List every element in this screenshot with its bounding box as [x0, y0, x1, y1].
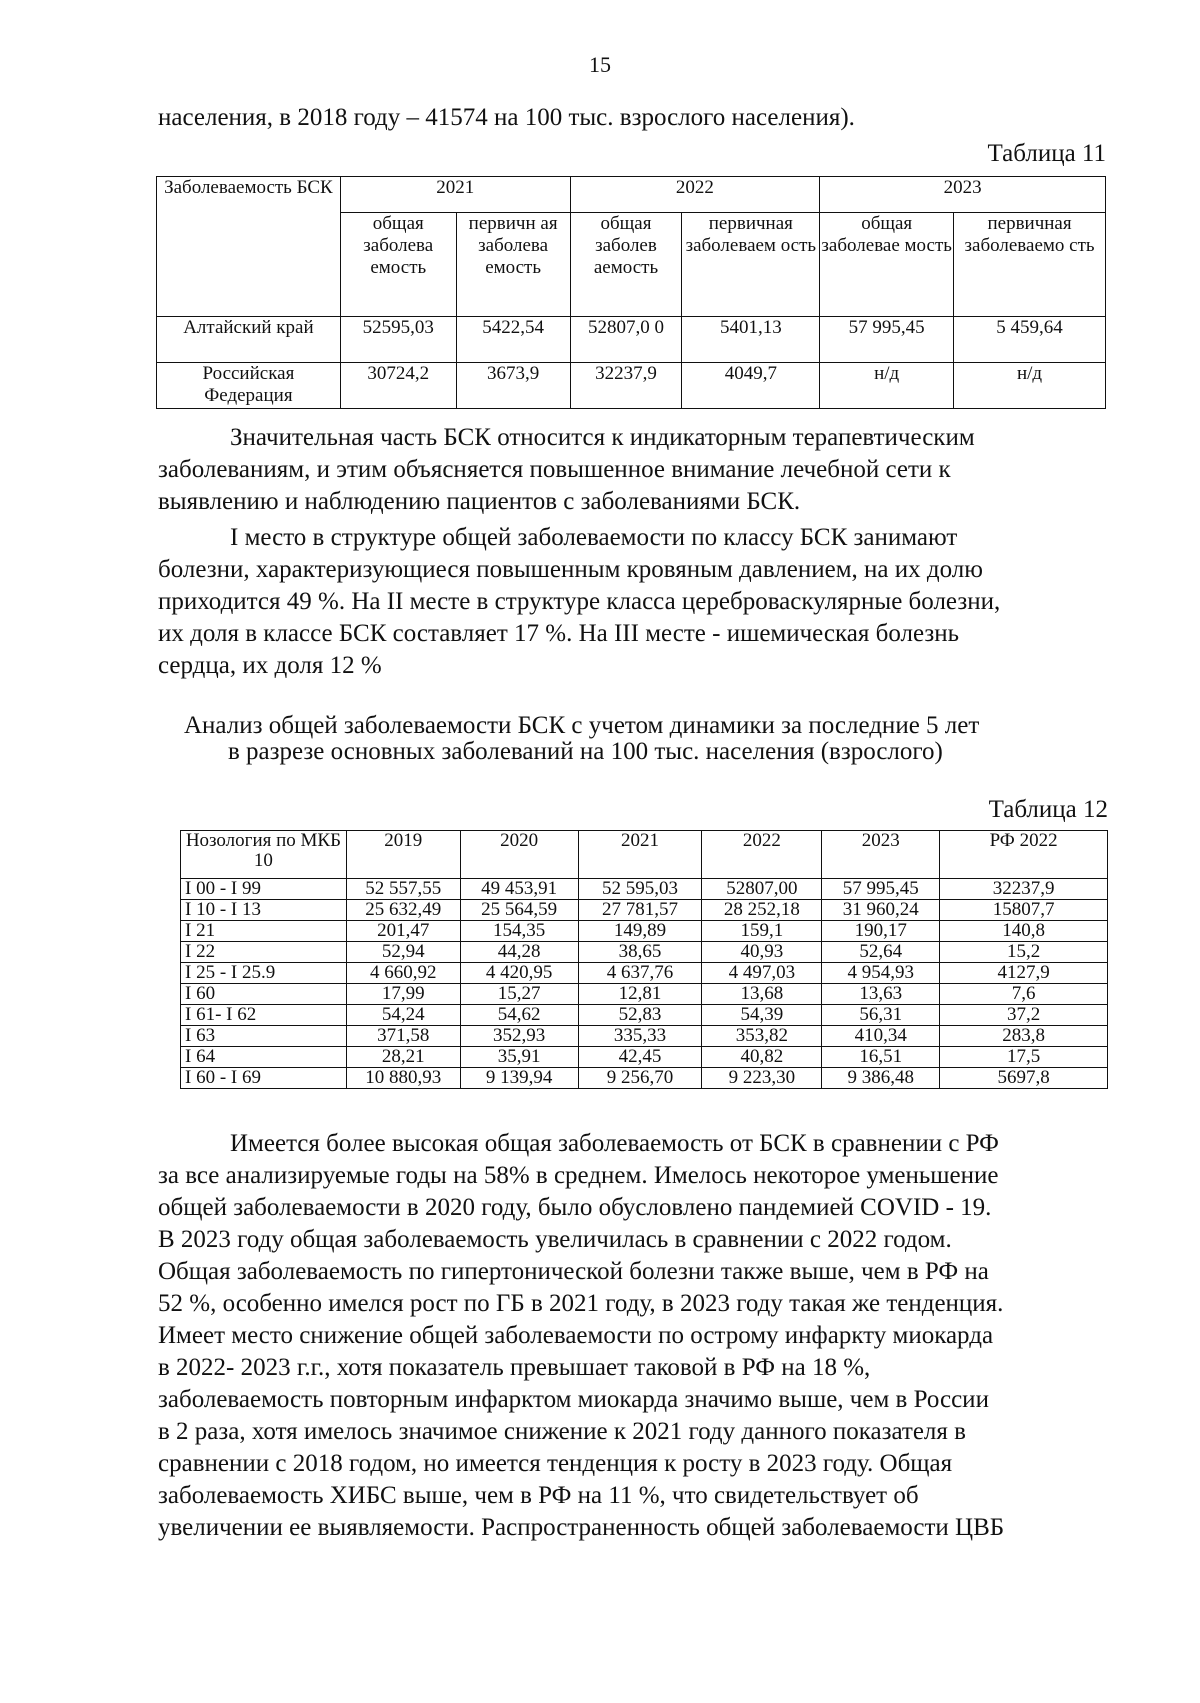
row-label: I 25 - I 25.9	[181, 963, 347, 984]
para3-line: сравнении с 2018 годом, но имеется тенденция к росту в 2023 году. Общая	[158, 1450, 953, 1477]
para3-line: заболеваемость повторным инфарктом миокарда значимо выше, чем в России	[158, 1386, 989, 1413]
table-cell: 353,82	[702, 1026, 822, 1047]
table-cell: 13,68	[702, 984, 822, 1005]
para1-line: заболеваниям, и этим объясняется повышенное внимание лечебной сети к	[158, 456, 951, 483]
table-cell: 154,35	[460, 921, 578, 942]
table12-column-header: 2021	[578, 831, 702, 879]
para3-line: общей заболеваемости в 2020 году, было обусловлено пандемией COVID - 19.	[158, 1194, 992, 1221]
table-cell: 12,81	[578, 984, 702, 1005]
table-cell: 201,47	[346, 921, 460, 942]
table-cell: 7,6	[940, 984, 1108, 1005]
table-cell: 27 781,57	[578, 900, 702, 921]
para3-line: в 2 раза, хотя имелось значимое снижение к 2021 году данного показателя в	[158, 1418, 966, 1445]
table-cell: 4049,7	[682, 363, 820, 409]
table12-column-header: РФ 2022	[940, 831, 1108, 879]
table-cell: 159,1	[702, 921, 822, 942]
para3-line: В 2023 году общая заболеваемость увеличилась в сравнении с 2022 годом.	[158, 1226, 952, 1253]
table11-caption: Таблица 11	[987, 140, 1106, 167]
table-11	[156, 176, 1106, 409]
table-row	[157, 317, 1106, 363]
table-cell: 49 453,91	[460, 879, 578, 900]
table-cell: 40,82	[702, 1047, 822, 1068]
table-cell: 32237,9	[570, 363, 682, 409]
table-row	[181, 942, 1108, 963]
table-cell: 5 459,64	[954, 317, 1106, 363]
row-label: I 64	[181, 1047, 347, 1068]
row-label: I 21	[181, 921, 347, 942]
page-number: 15	[589, 52, 611, 77]
table-cell: 13,63	[822, 984, 940, 1005]
para2-line: их доля в классе БСК составляет 17 %. На III месте - ишемическая болезнь	[158, 620, 960, 647]
table-cell: 52,94	[346, 942, 460, 963]
table-cell: 57 995,45	[822, 879, 940, 900]
row-label: I 60 - I 69	[181, 1068, 347, 1089]
table-cell: 17,99	[346, 984, 460, 1005]
table-row	[181, 963, 1108, 984]
heading-line: в разрезе основных заболеваний на 100 тыс. населения (взрослого)	[228, 738, 943, 765]
table-cell: 54,62	[460, 1005, 578, 1026]
table12-column-header: 2020	[460, 831, 578, 879]
table-cell: 3673,9	[456, 363, 570, 409]
table-cell: 15,2	[940, 942, 1108, 963]
table-row	[181, 1005, 1108, 1026]
table-cell: 32237,9	[940, 879, 1108, 900]
table-cell: 190,17	[822, 921, 940, 942]
table-row	[181, 921, 1108, 942]
table-row	[181, 984, 1108, 1005]
table-cell: 5401,13	[682, 317, 820, 363]
table-cell: 30724,2	[340, 363, 456, 409]
para1-line: выявлению и наблюдению пациентов с заболеваниями БСК.	[158, 488, 801, 515]
table-cell: 9 256,70	[578, 1068, 702, 1089]
table11-year-header: 2021	[340, 177, 570, 213]
para1-line: Значительная часть БСК относится к индикаторным терапевтическим	[230, 424, 975, 451]
para3-line: Общая заболеваемость по гипертонической болезни также выше, чем в РФ на	[158, 1258, 989, 1285]
table11-year-header: 2023	[820, 177, 1106, 213]
table-cell: 10 880,93	[346, 1068, 460, 1089]
table-cell: 25 632,49	[346, 900, 460, 921]
table11-subheader: общая заболева емость	[340, 213, 456, 317]
table-cell: 4 420,95	[460, 963, 578, 984]
table11-year-header: 2022	[570, 177, 820, 213]
table-cell: 44,28	[460, 942, 578, 963]
table-cell: 52 557,55	[346, 879, 460, 900]
row-label: Алтайский край	[157, 317, 341, 363]
table-cell: 42,45	[578, 1047, 702, 1068]
table-cell: н/д	[954, 363, 1106, 409]
para3-line: за все анализируемые годы на 58% в среднем. Имелось некоторое уменьшение	[158, 1162, 999, 1189]
table-cell: 28 252,18	[702, 900, 822, 921]
table-cell: 52807,0 0	[570, 317, 682, 363]
table-cell: 149,89	[578, 921, 702, 942]
table11-corner-header: Заболеваемость БСК	[157, 177, 341, 317]
table-cell: 40,93	[702, 942, 822, 963]
para3-line: Имеется более высокая общая заболеваемость от БСК в сравнении с РФ	[230, 1130, 999, 1157]
row-label: Российская Федерация	[157, 363, 341, 409]
table-row	[181, 900, 1108, 921]
table-cell: 35,91	[460, 1047, 578, 1068]
table-cell: 57 995,45	[820, 317, 954, 363]
row-label: I 61- I 62	[181, 1005, 347, 1026]
table-cell: 410,34	[822, 1026, 940, 1047]
table-cell: 52,64	[822, 942, 940, 963]
table-cell: 15807,7	[940, 900, 1108, 921]
table-cell: 54,39	[702, 1005, 822, 1026]
table-cell: 25 564,59	[460, 900, 578, 921]
table11-subheader: общая заболев аемость	[570, 213, 682, 317]
table-cell: 54,24	[346, 1005, 460, 1026]
table-cell: 4127,9	[940, 963, 1108, 984]
para3-line: Имеет место снижение общей заболеваемости по острому инфаркту миокарда	[158, 1322, 994, 1349]
table-cell: 37,2	[940, 1005, 1108, 1026]
table-cell: 4 660,92	[346, 963, 460, 984]
para3-line: заболеваемость ХИБС выше, чем в РФ на 11 %, что свидетельствует об	[158, 1482, 919, 1509]
table-row	[181, 879, 1108, 900]
table-cell: 38,65	[578, 942, 702, 963]
table-cell: 52595,03	[340, 317, 456, 363]
table-cell: 335,33	[578, 1026, 702, 1047]
table-row	[181, 1047, 1108, 1068]
row-label: I 00 - I 99	[181, 879, 347, 900]
table-cell: 52,83	[578, 1005, 702, 1026]
table-cell: 52807,00	[702, 879, 822, 900]
table12-caption: Таблица 12	[988, 796, 1108, 823]
table-row	[181, 1068, 1108, 1089]
table12-column-header: 2022	[702, 831, 822, 879]
para3-line: увеличении ее выявляемости. Распространенность общей заболеваемости ЦВБ	[158, 1514, 1005, 1541]
table-cell: н/д	[820, 363, 954, 409]
table12-column-header: 2019	[346, 831, 460, 879]
table-cell: 4 637,76	[578, 963, 702, 984]
table-cell: 4 497,03	[702, 963, 822, 984]
table-cell: 31 960,24	[822, 900, 940, 921]
table-cell: 9 139,94	[460, 1068, 578, 1089]
table-cell: 28,21	[346, 1047, 460, 1068]
table-cell: 17,5	[940, 1047, 1108, 1068]
table11-subheader: первичн ая заболева емость	[456, 213, 570, 317]
table-row	[181, 1026, 1108, 1047]
table11-subheader: первичная заболеваем ость	[682, 213, 820, 317]
table-cell: 15,27	[460, 984, 578, 1005]
table11-subheader: общая заболевае мость	[820, 213, 954, 317]
table12-column-header: 2023	[822, 831, 940, 879]
row-label: I 60	[181, 984, 347, 1005]
table-cell: 140,8	[940, 921, 1108, 942]
intro-line: населения, в 2018 году – 41574 на 100 тыс. взрослого населения).	[158, 104, 855, 131]
table-cell: 52 595,03	[578, 879, 702, 900]
table-cell: 4 954,93	[822, 963, 940, 984]
para2-line: I место в структуре общей заболеваемости по классу БСК занимают	[230, 524, 958, 551]
table-cell: 56,31	[822, 1005, 940, 1026]
table-cell: 5422,54	[456, 317, 570, 363]
para3-line: в 2022- 2023 г.г., хотя показатель превышает таковой в РФ на 18 %,	[158, 1354, 871, 1381]
table-cell: 9 223,30	[702, 1068, 822, 1089]
para2-line: приходится 49 %. На II месте в структуре класса цереброваскулярные болезни,	[158, 588, 1001, 615]
table-12	[180, 830, 1108, 1089]
para3-line: 52 %, особенно имелся рост по ГБ в 2021 году, в 2023 году такая же тенденция.	[158, 1290, 1004, 1317]
table-cell: 5697,8	[940, 1068, 1108, 1089]
table-cell: 352,93	[460, 1026, 578, 1047]
table11-subheader: первичная заболеваемо сть	[954, 213, 1106, 317]
row-label: I 22	[181, 942, 347, 963]
heading-line: Анализ общей заболеваемости БСК с учетом динамики за последние 5 лет	[184, 712, 980, 739]
table-cell: 9 386,48	[822, 1068, 940, 1089]
para2-line: сердца, их доля 12 %	[158, 652, 382, 679]
table-cell: 371,58	[346, 1026, 460, 1047]
table-row	[157, 363, 1106, 409]
table12-corner-header: Нозология по МКБ 10	[181, 831, 347, 879]
table-cell: 283,8	[940, 1026, 1108, 1047]
table-cell: 16,51	[822, 1047, 940, 1068]
row-label: I 10 - I 13	[181, 900, 347, 921]
row-label: I 63	[181, 1026, 347, 1047]
para2-line: болезни, характеризующиеся повышенным кровяным давлением, на их долю	[158, 556, 983, 583]
